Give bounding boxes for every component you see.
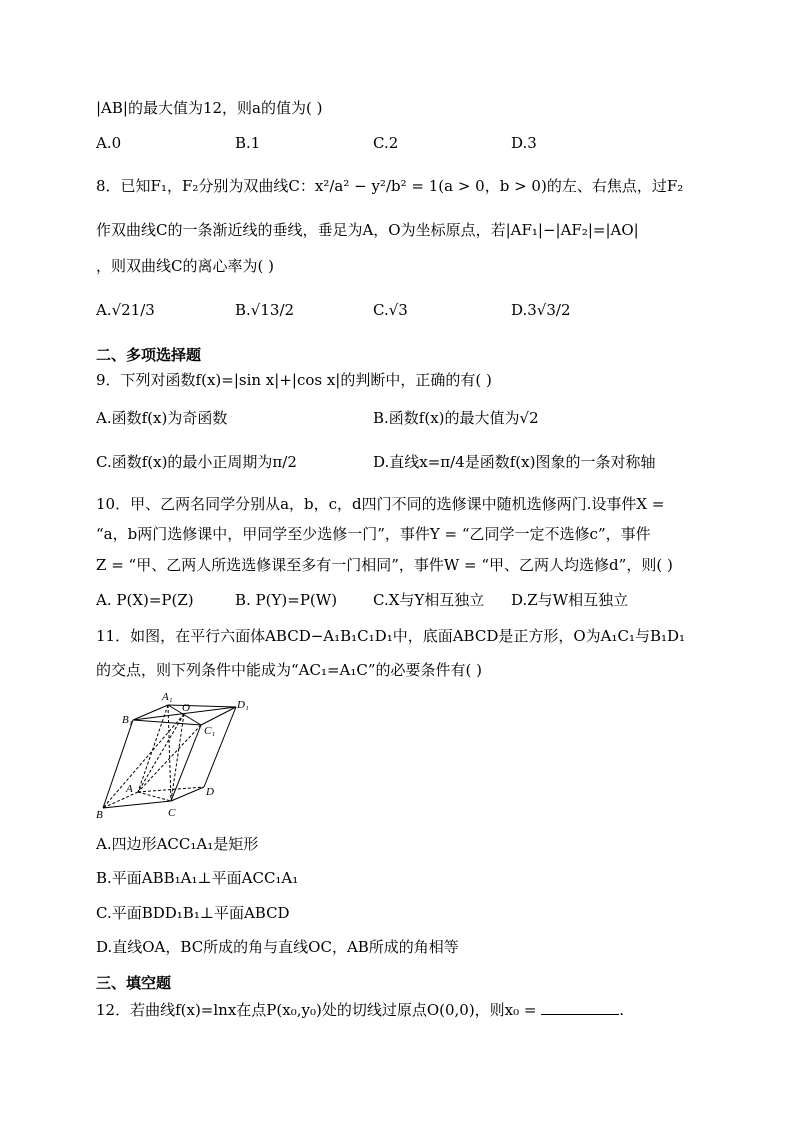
q8-option-d: [511, 300, 571, 320]
figure-label-o: O: [182, 702, 190, 714]
q8-stem-line3: ，则双曲线C的离心率为( ): [96, 257, 274, 275]
q8-stem-line1: [96, 176, 683, 196]
q11-option-c: C.平面BDD₁B₁⊥平面ABCD: [96, 904, 290, 922]
q8-hyperbola-equation: x²/a² − y²/b² = 1: [314, 177, 439, 195]
q11-stem-line2: 的交点，则下列条件中能成为“AC₁=A₁C”的必要条件有( ): [96, 661, 483, 679]
q12-stem: [96, 1000, 624, 1020]
q8-option-a: [96, 300, 155, 320]
q7-stem-tail: |AB|的最大值为12，则a的值为( ): [96, 99, 323, 117]
hidden-edge-a-b: [103, 792, 138, 808]
hidden-a1-c: [168, 705, 171, 801]
q8-option-d-value: 3√3/2: [527, 301, 571, 319]
q8-stem-part2: (a > 0，b > 0)的左、右焦点，过F₂: [438, 177, 684, 195]
q9-option-b: B.函数f(x)的最大值为√2: [373, 409, 539, 427]
q10-stem-line2: “a，b两门选修课中，甲同学至少选修一门”，事件Y = “乙同学一定不选修c”，事件: [96, 525, 651, 543]
q8-stem-part1: 8．已知F₁，F₂分别为双曲线C：: [96, 177, 315, 195]
q12-answer-blank[interactable]: [541, 1000, 619, 1015]
q8-stem-line2: 作双曲线C的一条渐近线的垂线，垂足为A，O为坐标原点，若|AF₁|−|AF₂|=|AO|: [96, 221, 639, 239]
figure-label-c1: C₁: [204, 725, 216, 737]
q8-option-d-label: D.: [511, 301, 528, 319]
q8-option-c: [373, 300, 408, 320]
q11-parallelepiped-figure: [96, 688, 266, 823]
hidden-diag-a-c: [138, 792, 171, 801]
q11-option-a: A.四边形ACC₁A₁是矩形: [96, 835, 259, 853]
figure-label-a: A: [126, 783, 133, 795]
q10-stem-line1: 10．甲、乙两名同学分别从a，b，c，d四门不同的选修课中随机选修两门.设事件X =: [96, 495, 665, 513]
q8-option-b-value: √13/2: [250, 301, 295, 319]
q10-option-d: D.Z与W相互独立: [511, 591, 629, 609]
section-title-multiple-choice: 二、多项选择题: [96, 346, 202, 364]
q10-option-a: A. P(X)=P(Z): [96, 591, 194, 609]
edge-b-c: [103, 801, 171, 808]
q8-option-c-label: C.: [373, 301, 389, 319]
figure-label-b: B: [96, 809, 103, 821]
q12-stem-text: 12．若曲线f(x)=lnx在点P(x₀,y₀)处的切线过原点O(0,0)，则x₀ =: [96, 1001, 537, 1019]
hidden-c1-a: [138, 725, 201, 792]
figure-label-c: C: [168, 807, 176, 819]
q8-option-b: [235, 300, 294, 320]
section-title-fill-in: 三、填空题: [96, 974, 172, 992]
figure-label-d1: D₁: [237, 699, 249, 711]
q9-option-c: C.函数f(x)的最小正周期为π/2: [96, 453, 297, 471]
q12-stem-end: .: [619, 1001, 625, 1019]
edge-d1-d: [204, 707, 236, 787]
figure-label-b1: B₁: [122, 714, 133, 726]
q8-option-a-label: A.: [96, 301, 112, 319]
q8-option-a-value: √21/3: [111, 301, 155, 319]
figure-label-d: D: [206, 786, 214, 798]
q9-option-a: A.函数f(x)为奇函数: [96, 409, 228, 427]
q11-option-b: B.平面ABB₁A₁⊥平面ACC₁A₁: [96, 869, 299, 887]
figure-label-a1: A₁: [162, 691, 173, 703]
q11-option-d: D.直线OA，BC所成的角与直线OC，AB所成的角相等: [96, 938, 459, 956]
q7-option-d: D.3: [511, 134, 537, 152]
edge-c1-b1: [133, 720, 201, 725]
q9-option-d: D.直线x=π/4是函数f(x)图象的一条对称轴: [373, 453, 656, 471]
q10-option-c: C.X与Y相互独立: [373, 591, 485, 609]
q7-option-c: C.2: [373, 134, 399, 152]
q8-option-b-label: B.: [235, 301, 251, 319]
q11-stem-line1: 11．如图，在平行六面体ABCD−A₁B₁C₁D₁中，底面ABCD是正方形，O为A₁C₁与B₁D₁: [96, 627, 686, 645]
q10-option-b: B. P(Y)=P(W): [235, 591, 338, 609]
q9-stem: 9．下列对函数f(x)=|sin x|+|cos x|的判断中，正确的有( ): [96, 371, 492, 389]
q7-option-a: A.0: [96, 134, 122, 152]
q8-option-c-value: √3: [388, 301, 408, 319]
q10-stem-line3: Z = “甲、乙两人所选选修课至多有一门相同”，事件W = “甲、乙两人均选修d”，则( ): [96, 556, 673, 574]
edge-a1-d1: [168, 705, 236, 707]
q7-option-b: B.1: [235, 134, 261, 152]
